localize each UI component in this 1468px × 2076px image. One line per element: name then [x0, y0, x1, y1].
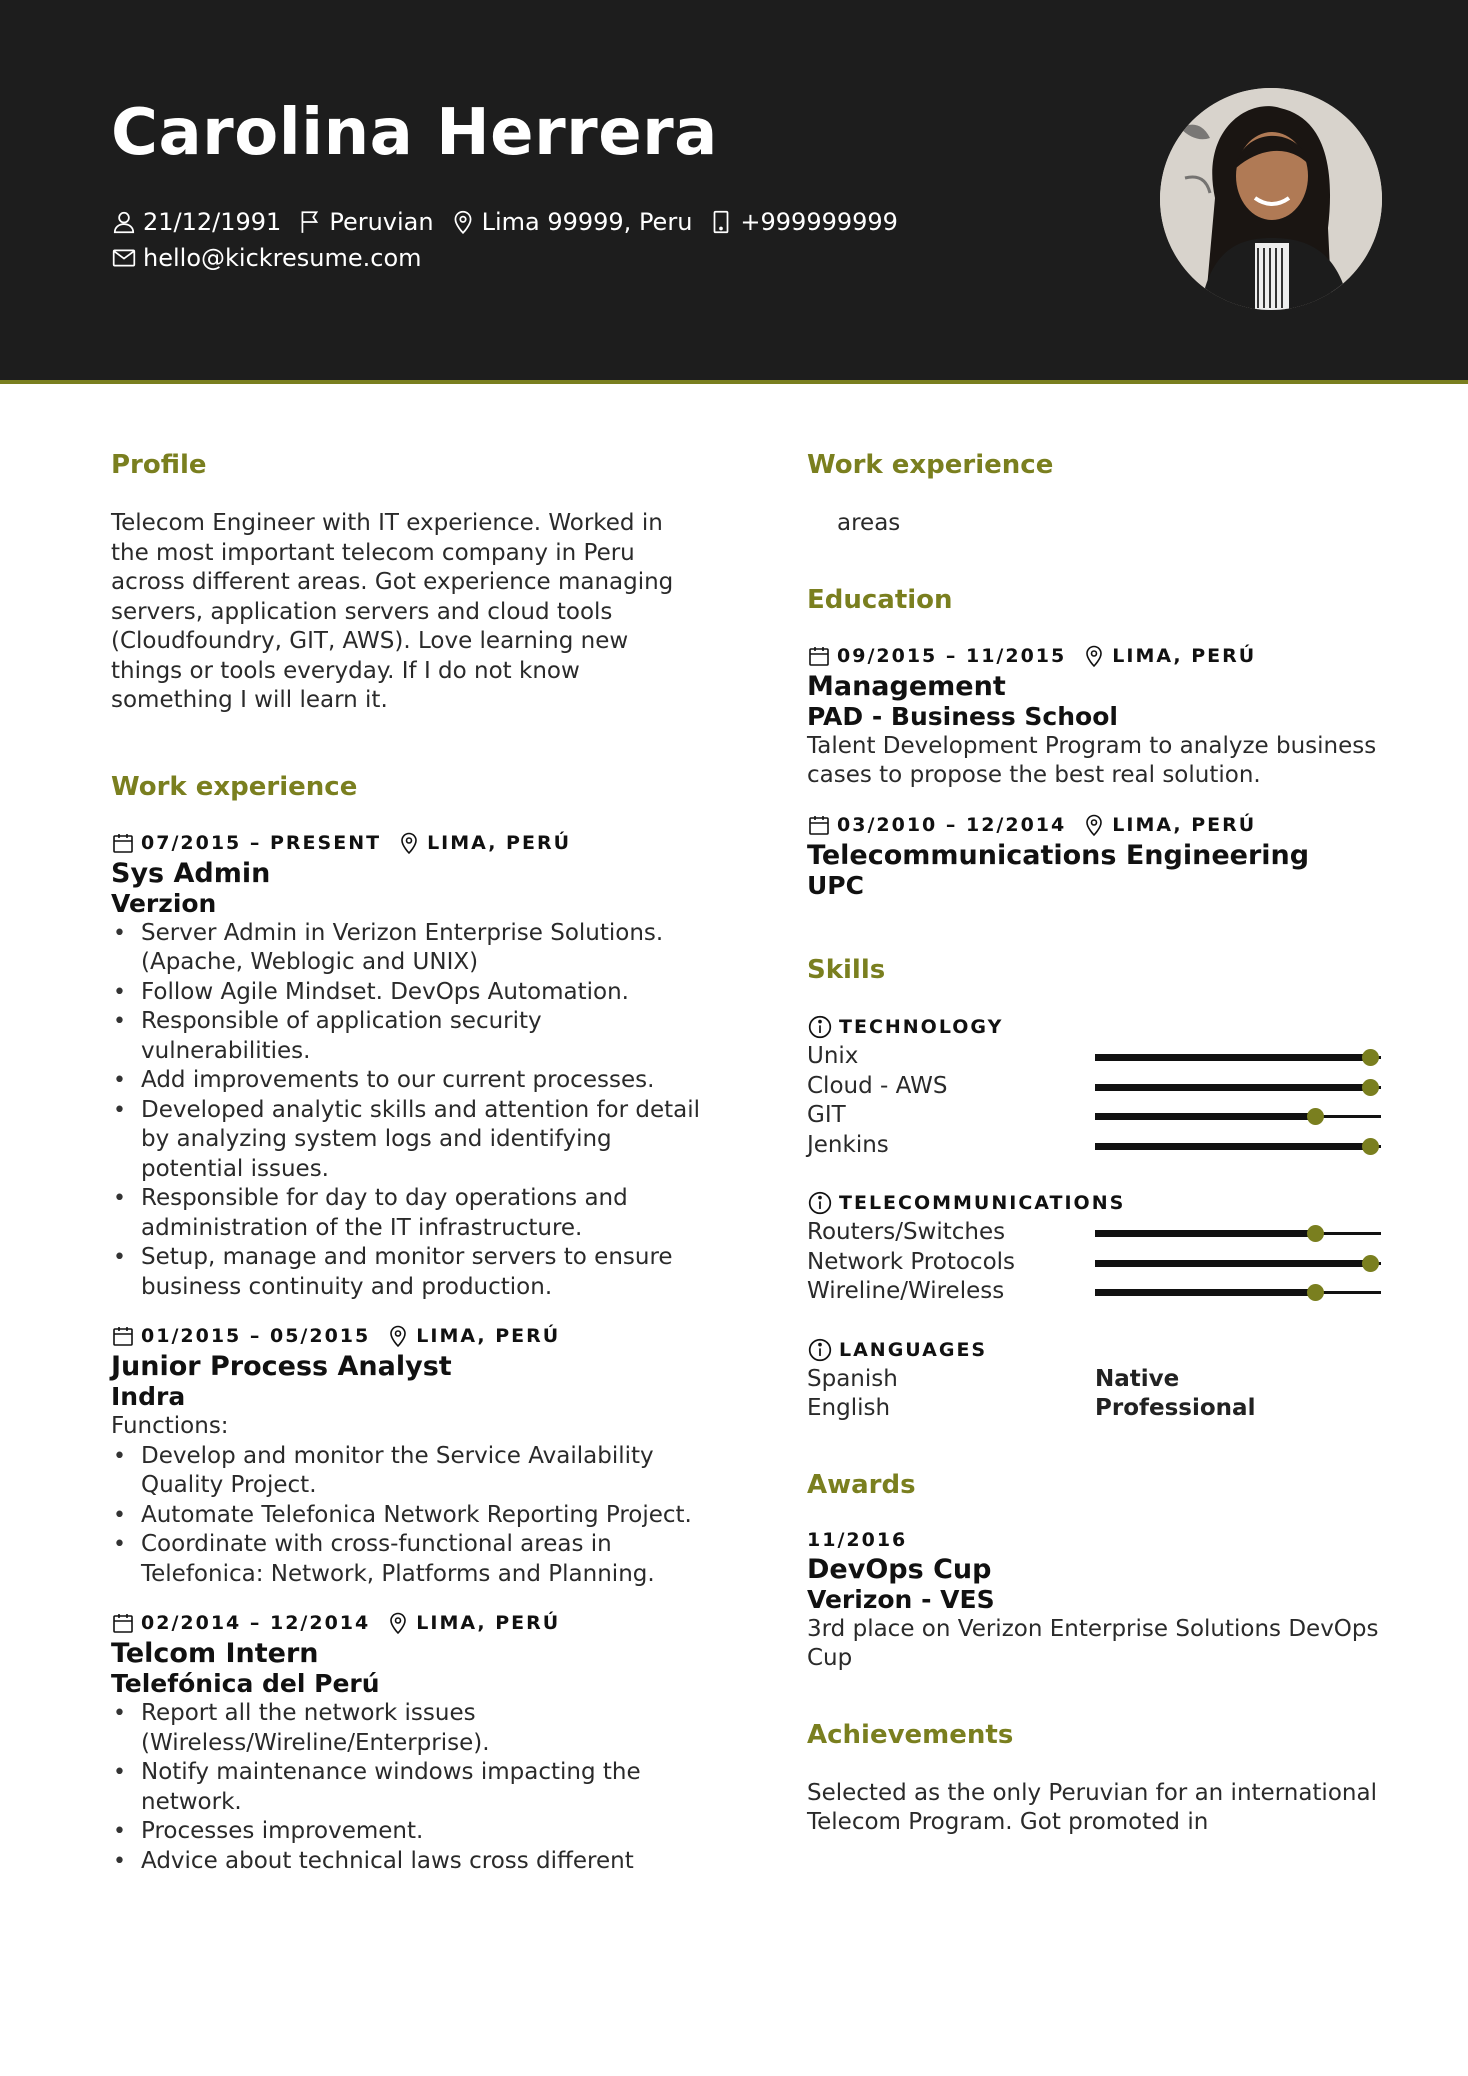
education-school: UPC [807, 870, 864, 900]
skill-level-bar [1095, 1056, 1381, 1059]
skill-level-fill [1095, 1084, 1370, 1091]
list-item: • Processes improvement. [111, 1817, 701, 1847]
award-date: 11/2016 [807, 1528, 908, 1551]
skill-name: Network Protocols [807, 1248, 1016, 1275]
work-experience-continued-section [807, 450, 1387, 539]
skill-level-bar [1095, 1232, 1381, 1235]
job-meta [111, 831, 701, 855]
job-title: Junior Process Analyst [111, 1351, 452, 1383]
education-school: PAD - Business School [807, 701, 1118, 731]
profile-photo [1160, 88, 1382, 310]
language-level: Professional [1095, 1395, 1256, 1422]
nationality: Peruvian [297, 208, 433, 236]
list-item: • Responsible for day to day operations and administration of the IT infrastructure. [111, 1184, 701, 1243]
skill-name: Cloud - AWS [807, 1072, 948, 1099]
skill-category: TECHNOLOGY [807, 1014, 1387, 1040]
skill-category: TELECOMMUNICATIONS [807, 1190, 1387, 1216]
education-location: LIMA, PERÚ [1112, 644, 1257, 667]
job-bullets [111, 919, 701, 1303]
skill-name: Wireline/Wireless [807, 1278, 1005, 1305]
skill-category: LANGUAGES [807, 1337, 1387, 1363]
skill-row [807, 1101, 1387, 1131]
work-experience-section [111, 772, 701, 1877]
skill-row [807, 1248, 1387, 1278]
flag-icon [297, 209, 323, 235]
info-icon [807, 1014, 833, 1040]
location-pin-icon [1082, 644, 1106, 668]
list-item: • Coordinate with cross-functional areas in Telefonica: Network, Platforms and Planning. [111, 1530, 701, 1589]
email-row [111, 244, 438, 272]
list-item: • Responsible of application security vulnerabilities. [111, 1007, 701, 1066]
language-name: Spanish [807, 1365, 898, 1392]
skills-heading: Skills [807, 954, 886, 985]
education-dates: 03/2010 – 12/2014 [837, 813, 1067, 836]
job-company: Telefónica del Perú [111, 1669, 380, 1699]
skill-name: GIT [807, 1102, 846, 1129]
skill-row [807, 1131, 1387, 1161]
phone: +999999999 [708, 208, 898, 236]
education-location: LIMA, PERÚ [1112, 813, 1257, 836]
skill-name: Routers/Switches [807, 1219, 1006, 1246]
birth-date: 21/12/1991 [111, 208, 281, 236]
job-meta [111, 1611, 701, 1635]
education-degree: Telecommunications Engineering [807, 839, 1310, 871]
list-item: • Add improvements to our current processes. [111, 1066, 701, 1096]
skill-row [807, 1277, 1387, 1307]
skill-group-telecommunications [807, 1190, 1387, 1307]
education-dates: 09/2015 – 11/2015 [837, 644, 1067, 667]
skill-row [807, 1072, 1387, 1102]
job-entry [111, 1611, 701, 1876]
skill-level-fill [1095, 1289, 1315, 1296]
award-name: DevOps Cup [807, 1553, 992, 1585]
resume-header [0, 0, 1468, 384]
job-dates: 07/2015 – PRESENT [141, 831, 382, 854]
job-meta [111, 1324, 701, 1348]
skill-level-fill [1095, 1113, 1315, 1120]
profile-summary: Telecom Engineer with IT experience. Worked in the most important telecom company in Peru across different areas. Got experience managing servers, application servers and cloud tools (Cloudfoundry, GIT, AWS). Love learning new things or tools everyday. If I do not know something I will learn it. [111, 510, 674, 714]
list-item: • Advice about technical laws cross different [111, 1847, 701, 1877]
list-item: • Follow Agile Mindset. DevOps Automation. [111, 978, 701, 1008]
left-column [111, 450, 701, 1898]
list-item: • Develop and monitor the Service Availability Quality Project. [111, 1442, 701, 1501]
skill-level-bar [1095, 1086, 1381, 1089]
skill-level-fill [1095, 1260, 1370, 1267]
skill-name: Unix [807, 1043, 859, 1070]
location-pin-icon [397, 831, 421, 855]
info-icon [807, 1190, 833, 1216]
language-level: Native [1095, 1365, 1180, 1392]
calendar-icon [111, 1324, 135, 1348]
right-column [807, 450, 1387, 1838]
education-meta [807, 813, 1387, 837]
portrait-illustration [1160, 88, 1382, 310]
skill-level-fill [1095, 1230, 1315, 1237]
list-item: • Automate Telefonica Network Reporting Project. [111, 1501, 701, 1531]
skill-level-dot [1362, 1138, 1379, 1155]
language-name: English [807, 1395, 891, 1422]
award-organization: Verizon - VES [807, 1584, 995, 1614]
job-entry [111, 831, 701, 1303]
location: Lima 99999, Peru [450, 208, 693, 236]
info-icon [807, 1337, 833, 1363]
location-pin-icon [386, 1324, 410, 1348]
location-pin-icon [1082, 813, 1106, 837]
education-entry [807, 813, 1387, 901]
job-location: LIMA, PERÚ [427, 831, 571, 854]
job-dates: 01/2015 – 05/2015 [141, 1325, 371, 1348]
work-experience-continued-text: areas [837, 510, 901, 537]
education-heading: Education [807, 584, 953, 615]
skill-level-dot [1362, 1079, 1379, 1096]
phone-icon [708, 209, 734, 235]
skill-name: Jenkins [807, 1131, 889, 1158]
awards-heading: Awards [807, 1469, 916, 1500]
list-item: • Developed analytic skills and attention for detail by analyzing system logs and identifying potential issues. [111, 1096, 701, 1185]
skill-level-dot [1307, 1108, 1324, 1125]
education-section [807, 585, 1387, 901]
education-entry [807, 644, 1387, 791]
skill-level-dot [1307, 1225, 1324, 1242]
calendar-icon [111, 831, 135, 855]
skill-level-bar [1095, 1262, 1381, 1265]
award-description: 3rd place on Verizon Enterprise Solutions DevOps Cup [807, 1615, 1379, 1672]
skill-row [807, 1218, 1387, 1248]
candidate-name: Carolina Herrera [111, 96, 718, 170]
job-title: Sys Admin [111, 857, 271, 889]
location-pin-icon [450, 209, 476, 235]
skill-row [807, 1042, 1387, 1072]
job-location: LIMA, PERÚ [416, 1612, 561, 1635]
award-entry [807, 1529, 1387, 1674]
job-title: Telcom Intern [111, 1638, 319, 1670]
job-bullets [111, 1699, 701, 1876]
list-item: • Notify maintenance windows impacting the network. [111, 1758, 701, 1817]
skill-level-dot [1307, 1284, 1324, 1301]
profile-heading: Profile [111, 450, 207, 480]
skills-section [807, 955, 1387, 1424]
skill-level-bar [1095, 1115, 1381, 1118]
list-item: • Server Admin in Verizon Enterprise Solutions. (Apache, Weblogic and UNIX) [111, 919, 701, 978]
list-item: • Report all the network issues (Wireless/Wireline/Enterprise). [111, 1699, 701, 1758]
skill-level-fill [1095, 1054, 1370, 1061]
calendar-icon [807, 644, 831, 668]
skill-level-fill [1095, 1143, 1370, 1150]
education-degree: Management [807, 670, 1006, 702]
contact-info-row [111, 208, 914, 236]
job-company: Verzion [111, 888, 217, 918]
job-company: Indra [111, 1382, 186, 1412]
skill-level-bar [1095, 1145, 1381, 1148]
skill-group-languages [807, 1337, 1387, 1424]
job-intro: Functions: [111, 1413, 229, 1440]
calendar-icon [807, 813, 831, 837]
achievements-section [807, 1720, 1387, 1838]
skill-level-dot [1362, 1255, 1379, 1272]
list-item: • Setup, manage and monitor servers to ensure business continuity and production. [111, 1243, 701, 1302]
mail-icon [111, 245, 137, 271]
education-description: Talent Development Program to analyze business cases to propose the best real solution. [807, 732, 1377, 789]
awards-section [807, 1470, 1387, 1674]
language-row [807, 1394, 1387, 1424]
skill-group-technology [807, 1014, 1387, 1160]
language-row [807, 1365, 1387, 1395]
profile-section [111, 450, 701, 716]
skill-level-bar [1095, 1291, 1381, 1294]
email[interactable]: hello@kickresume.com [111, 244, 422, 272]
skill-level-dot [1362, 1049, 1379, 1066]
education-meta [807, 644, 1387, 668]
job-bullets [111, 1442, 701, 1590]
job-entry [111, 1324, 701, 1589]
location-pin-icon [386, 1611, 410, 1635]
job-location: LIMA, PERÚ [416, 1325, 561, 1348]
achievements-text: Selected as the only Peruvian for an international Telecom Program. Got promoted in [807, 1779, 1377, 1836]
achievements-heading: Achievements [807, 1719, 1014, 1750]
job-dates: 02/2014 – 12/2014 [141, 1612, 371, 1635]
work-experience-continued-heading: Work experience [807, 450, 1054, 480]
work-experience-heading: Work experience [111, 771, 358, 802]
person-icon [111, 209, 137, 235]
calendar-icon [111, 1611, 135, 1635]
